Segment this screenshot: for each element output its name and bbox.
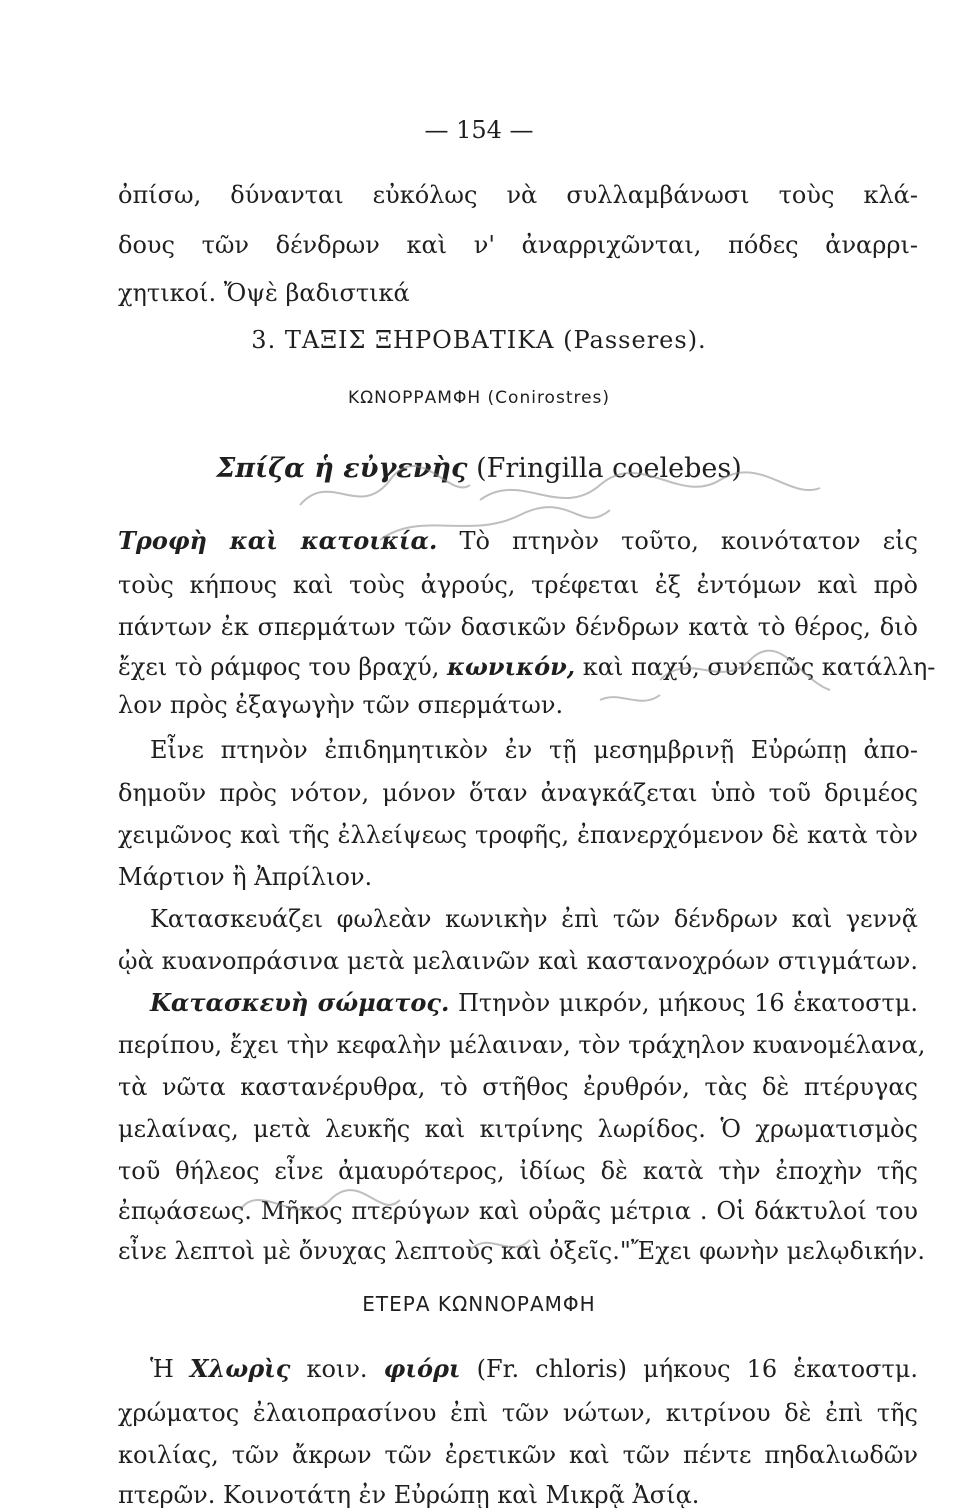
species-latin-name: (Fringilla coelebes) xyxy=(476,453,742,484)
chloris-line-1 xyxy=(150,1354,918,1384)
build-line-6: ἐπῳάσεως. Μῆκος πτερύγων καὶ οὐρᾶς μέτρια . Οἱ δάκτυλοί του xyxy=(118,1197,918,1225)
food-text: Τὸ πτηνὸν τοῦτο, κοινότατον εἰς xyxy=(459,527,918,555)
build-line-7: εἶνε λεπτοὶ μὲ ὄνυχας λεπτοὺς καὶ ὀξεῖς."Ἔχει φωνὴν μελῳδικήν. xyxy=(118,1237,925,1265)
body-line-9: Μάρτιον ἢ Ἀπρίλιον. xyxy=(118,863,373,891)
body-line-4a: ἔχει τὸ ράμφος του βραχύ, xyxy=(118,653,440,681)
build-line-2: περίπου, ἔχει τὴν κεφαλὴν μέλαιναν, τὸν τράχηλον κυανομέλανα, xyxy=(118,1031,926,1059)
body-line-7: δημοῦν πρὸς νότον, μόνον ὅταν ἀναγκάζεται ὑπὸ τοῦ δριμέος xyxy=(118,779,918,807)
chloris-rest: (Fr. chloris) μήκους 16 ἑκατοστμ. xyxy=(476,1355,918,1383)
section-heading-etera: ΕΤΕΡΑ ΚΩΝΝΟΡΑΜΦΗ xyxy=(362,1292,596,1316)
chloris-common-name: φιόρι xyxy=(383,1354,461,1383)
species-heading xyxy=(0,453,958,484)
body-line-8: χειμῶνος καὶ τῆς ἐλλείψεως τροφῆς, ἐπανερχόμενον δὲ κατὰ τὸν xyxy=(118,821,918,849)
intro-line-2: δους τῶν δένδρων καὶ ν' ἀναρριχῶνται, πόδες ἀναρρι- xyxy=(118,231,918,259)
food-label: Τροφὴ καὶ κατοικία. xyxy=(118,526,438,555)
body-line-11: ᾠὰ κυανοπράσινα μετὰ μελαινῶν καὶ καστανοχρόων στιγμάτων. xyxy=(118,947,918,975)
suborder-heading: ΚΩΝΟΡΡΑΜΦΗ (Conirostres) xyxy=(347,388,611,408)
intro-line-3: χητικοί. Ὄψὲ βαδιστικά xyxy=(118,279,410,307)
build-line-5: τοῦ θήλεος εἶνε ἀμαυρότερος, ἰδίως δὲ κατὰ τὴν ἐποχὴν τῆς xyxy=(118,1157,918,1185)
body-line-10: Κατασκευάζει φωλεὰν κωνικὴν ἐπὶ τῶν δένδρων καὶ γεννᾷ xyxy=(150,905,918,933)
body-line-4b: καὶ παχύ, συνεπῶς κατάλλη- xyxy=(582,653,936,681)
body-line-2: τοὺς κήπους καὶ τοὺς ἀγρούς, τρέφεται ἐξ ἐντόμων καὶ πρὸ xyxy=(118,571,918,599)
build-line-1 xyxy=(150,988,918,1018)
species-greek-name: Σπίζα ἡ εὐγενὴς xyxy=(216,453,468,484)
build-line-3: τὰ νῶτα καστανέρυθρα, τὸ στῆθος ἐρυθρόν, τὰς δὲ πτέρυγας xyxy=(118,1073,918,1101)
build-text-1: Πτηνὸν μικρόν, μήκους 16 ἑκατοστμ. xyxy=(457,989,918,1017)
food-line-1 xyxy=(118,526,918,556)
konikon-term: κωνικόν, xyxy=(447,652,576,681)
body-line-3: πάντων ἐκ σπερμάτων τῶν δασικῶν δένδρων κατὰ τὸ θέρος, διὸ xyxy=(118,613,918,641)
chloris-name: Χλωρὶς xyxy=(189,1354,291,1383)
build-line-4: μελαίνας, μετὰ λευκῆς καὶ κιτρίνης λωρίδος. Ὁ χρωματισμὸς xyxy=(118,1115,918,1143)
chloris-line-2: χρώματος ἐλαιοπρασίνου ἐπὶ τῶν νώτων, κιτρίνου δὲ ἐπὶ τῆς xyxy=(118,1399,918,1427)
intro-line-1: ὀπίσω, δύνανται εὐκόλως νὰ συλλαμβάνωσι τοὺς κλά- xyxy=(118,181,918,209)
chloris-lead: Ἡ xyxy=(150,1355,174,1383)
order-heading: 3. ΤΑΞΙΣ ΞΗΡΟΒΑΤΙΚΑ (Passeres). xyxy=(251,326,707,354)
body-line-4 xyxy=(118,652,936,682)
body-line-6: Εἶνε πτηνὸν ἐπιδημητικὸν ἐν τῇ μεσημβρινῇ Εὐρώπῃ ἀπο- xyxy=(150,736,918,764)
chloris-line-3: κοιλίας, τῶν ἄκρων τῶν ἐρετικῶν καὶ τῶν πέντε πηδαλιωδῶν xyxy=(118,1441,918,1469)
page-number: — 154 — xyxy=(424,116,534,144)
chloris-line-4: πτερῶν. Κοινοτάτη ἐν Εὐρώπῃ καὶ Μικρᾷ Ἀσίᾳ. xyxy=(118,1481,700,1509)
chloris-koin: κοιν. xyxy=(306,1355,368,1383)
body-line-5: λον πρὸς ἐξαγωγὴν τῶν σπερμάτων. xyxy=(118,691,564,719)
body-build-label: Κατασκευὴ σώματος. xyxy=(150,988,450,1017)
